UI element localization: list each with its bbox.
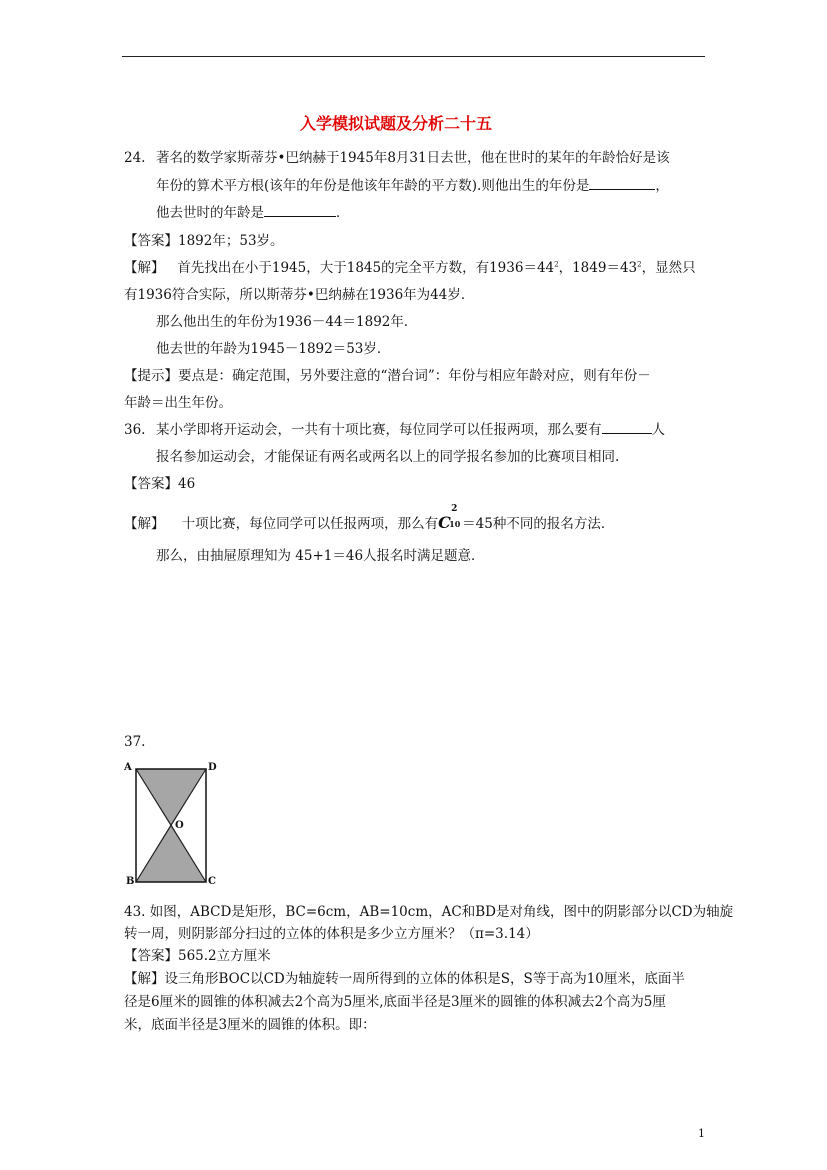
q24-birth-year-blank bbox=[589, 188, 655, 190]
vertex-label-a: A bbox=[124, 762, 132, 773]
q36-solution-line-1 bbox=[124, 504, 615, 532]
q36-number: 36. bbox=[124, 422, 146, 438]
q36-line-1-text: 某小学即将开运动会，一共有十项比赛，每位同学可以任报两项，那么要有 bbox=[156, 422, 602, 438]
rectangle-diagram bbox=[124, 762, 224, 890]
q43-line-2: 转一周，则阴影部分扫过的立体的体积是多少立方厘米？（π=3.14） bbox=[124, 926, 539, 942]
q36-line-1 bbox=[156, 422, 665, 438]
q36-solution-label: 【解】 bbox=[124, 516, 165, 532]
q24-solution-text-a: 首先找出在小于1945，大于1845的完全平方数，有1936＝44 bbox=[177, 260, 555, 276]
q24-line-2-text: 年份的算术平方根(该年的年份是他该年年龄的平方数).则他出生的年份是 bbox=[156, 178, 590, 194]
q36-answer: 【答案】46 bbox=[124, 476, 196, 492]
q24-hint-line-2: 年龄＝出生年份。 bbox=[124, 395, 232, 411]
q36-line-1-end: 人 bbox=[651, 422, 665, 438]
q24-solution-text-b: ，1849＝43 bbox=[558, 260, 638, 276]
q24-number: 24. bbox=[124, 150, 146, 166]
vertex-label-c: C bbox=[208, 876, 216, 887]
header-rule bbox=[122, 56, 705, 57]
q24-line-3-text: 他去世时的年龄是 bbox=[156, 205, 264, 221]
q24-solution-label: 【解】 bbox=[124, 260, 165, 276]
q43-solution-line-1: 【解】设三角形BOC以CD为轴旋转一周所得到的立体的体积是S，S等于高为10厘米，底面半 bbox=[124, 971, 685, 987]
q24-solution-line-4: 他去世的年龄为1945－1892＝53岁． bbox=[156, 341, 391, 357]
combination-superscript: 2 bbox=[451, 504, 458, 514]
q36-solution-text-a: 十项比赛，每位同学可以任报两项，那么有 bbox=[181, 516, 439, 532]
q24-solution-line-3: 那么他出生的年份为1936－44＝1892年． bbox=[156, 314, 418, 330]
q24-answer: 【答案】1892年；53岁。 bbox=[124, 233, 284, 249]
q24-age-blank bbox=[264, 215, 336, 217]
combination-letter: C bbox=[438, 513, 451, 532]
q43-line-1: 43. 如图，ABCD是矩形，BC=6cm，AB=10cm，AC和BD是对角线，图中的阴影部分以CD为轴旋 bbox=[124, 904, 734, 920]
q24-hint-line-1: 【提示】要点是：确定范围，另外要注意的“潜台词”：年份与相应年龄对应，则有年份－ bbox=[124, 368, 651, 384]
q24-square-sup-2: 2 bbox=[637, 260, 642, 269]
page-number: 1 bbox=[698, 1127, 705, 1140]
q43-solution-line-2: 径是6厘米的圆锥的体积减去2个高为5厘米,底面半径是3厘米的圆锥的体积减去2个高为5厘 bbox=[124, 994, 666, 1010]
page-title: 入学模拟试题及分析二十五 bbox=[300, 114, 493, 133]
q24-solution-line-2: 有1936符合实际，所以斯蒂芬•巴纳赫在1936年为44岁． bbox=[124, 287, 475, 303]
rectangle-figure bbox=[124, 762, 224, 890]
q24-line-3 bbox=[156, 205, 350, 221]
shaded-triangle-top bbox=[136, 769, 206, 825]
q43-solution-line-3: 米，底面半径是3厘米的圆锥的体积。即： bbox=[124, 1017, 376, 1033]
q37-number: 37. bbox=[124, 734, 146, 750]
q36-count-blank bbox=[602, 432, 652, 434]
q24-solution-line-1 bbox=[124, 260, 696, 276]
shaded-triangle-bottom bbox=[136, 825, 206, 882]
combination-subscript: 10 bbox=[449, 519, 461, 529]
vertex-label-d: D bbox=[208, 762, 217, 773]
vertex-label-b: B bbox=[126, 876, 135, 887]
q24-solution-text-c: ，显然只 bbox=[641, 260, 696, 276]
q36-solution-line-2: 那么，由抽屉原理知为 45+1＝46人报名时满足题意． bbox=[156, 548, 485, 564]
q24-square-sup-1: 2 bbox=[554, 260, 559, 269]
q24-line-2-end: ， bbox=[655, 178, 669, 194]
q24-line-3-end: ． bbox=[336, 205, 350, 221]
q43-answer: 【答案】565.2立方厘米 bbox=[124, 948, 271, 964]
q24-line-2 bbox=[156, 178, 669, 194]
q24-line-1: 著名的数学家斯蒂芬•巴纳赫于1945年8月31日去世，他在世时的某年的年龄恰好是该 bbox=[156, 150, 670, 166]
q36-solution-text-b: ＝45种不同的报名方法． bbox=[462, 516, 615, 532]
combination-symbol bbox=[438, 504, 462, 532]
q36-line-2: 报名参加运动会，才能保证有两名或两名以上的同学报名参加的比赛项目相同. bbox=[156, 449, 620, 465]
center-label-o: O bbox=[175, 820, 184, 831]
